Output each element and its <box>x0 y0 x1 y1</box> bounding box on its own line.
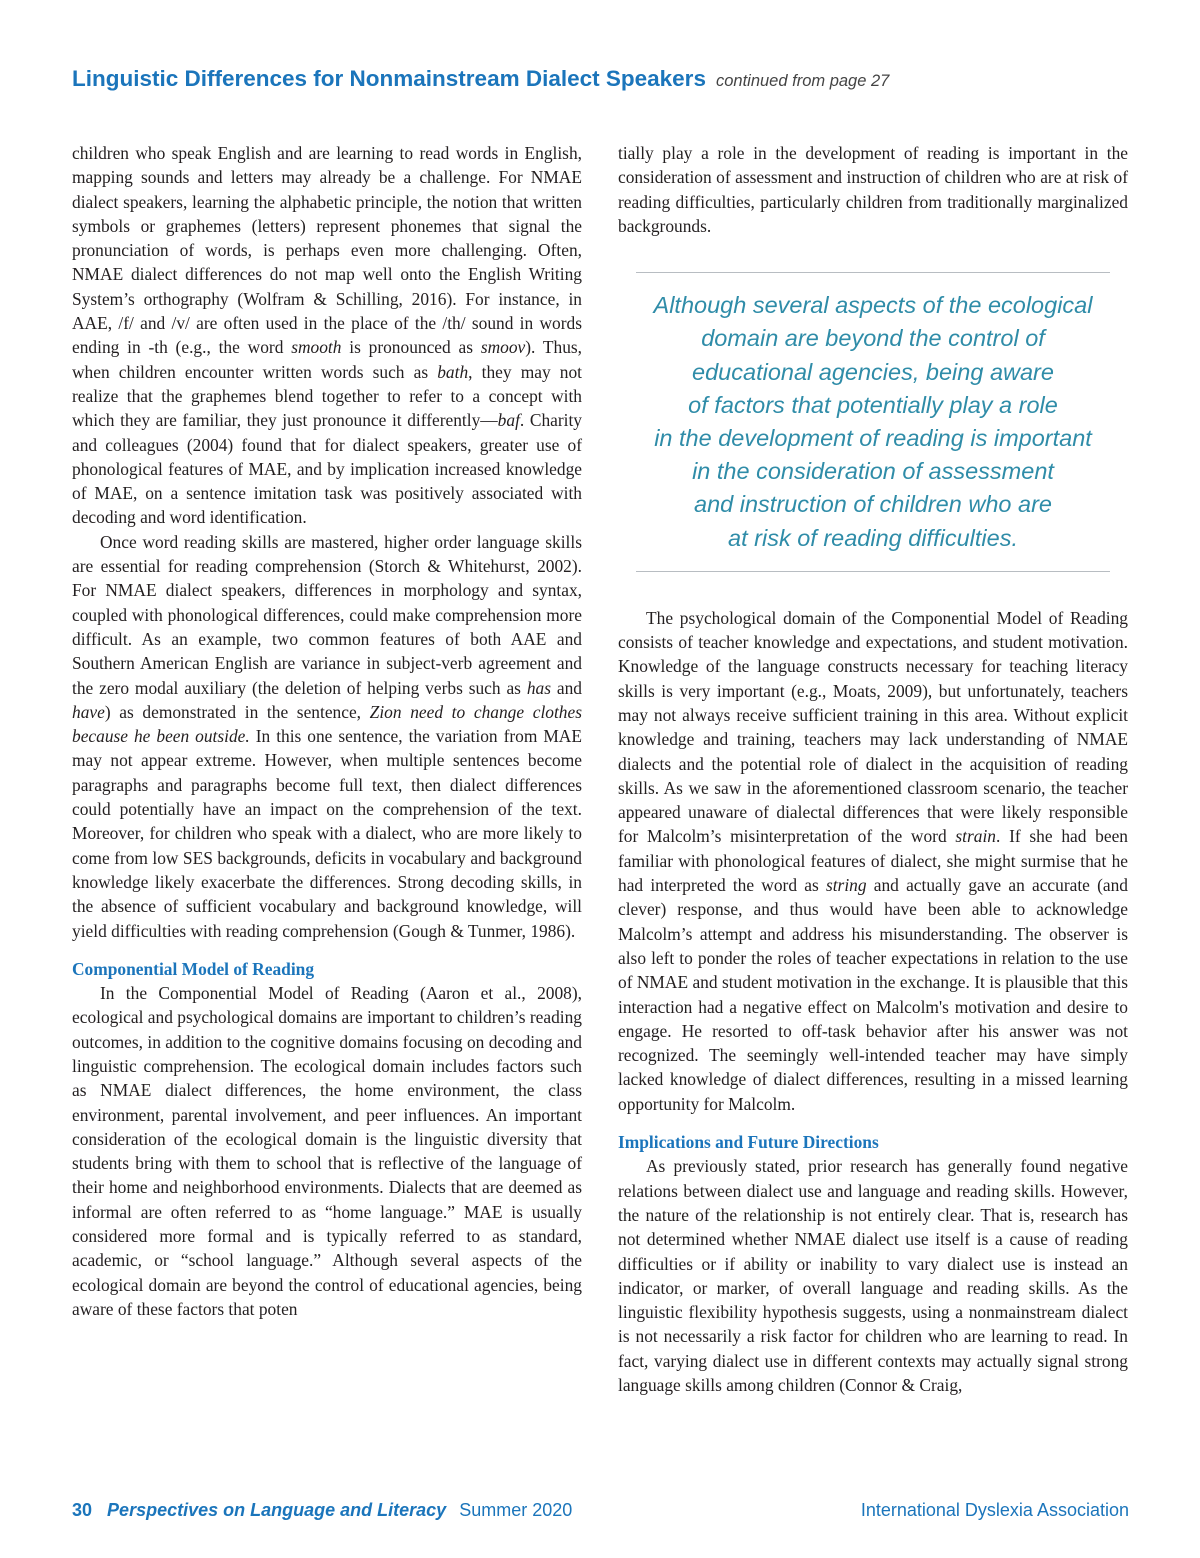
right-column <box>618 141 1128 1397</box>
section-heading-componential-model: Componential Model of Reading <box>72 958 315 979</box>
right-paragraph-2: The psychological domain of the Componential Model of Reading consists of teacher knowledge and expectations, and student motivation. Knowledge of the language constructs necessary for teaching literacy skills is very important (e.g., Moats, 2009), but unfortunately, teachers may not always receive sufficient training in this area. Without explicit knowledge and training, teachers may lack understanding of NMAE dialects and the potential role of dialect in the acquisition of reading skills. As we saw in the aforementioned classroom scenario, the teacher appeared unaware of dialectal differences that were likely responsible for Malcolm’s misinterpretation of the word strain. If she had been familiar with phonological features of dialect, she might surmise that he had interpreted the word as string and actually gave an accurate (and clever) response, and thus would have been able to acknowledge Malcolm’s attempt and address his misunderstanding. The observer is also left to ponder the roles of teacher expectations in relation to the use of NMAE and student motivation in the exchange. It is plausible that this interaction had a negative effect on Malcolm's motivation and desire to engage. He resorted to off-task behavior after his answer was not recognized. The seemingly well-intended teacher may have simply lacked knowledge of dialect differences, resulting in a missed learning opportunity for Malcolm. <box>618 607 1129 1114</box>
page-number: 30 <box>72 1500 93 1520</box>
right-paragraph-3: As previously stated, prior research has generally found negative relations between dialect use and language and reading skills. However, the nature of the relationship is not entirely clear. That is, research has not determined whether NMAE dialect use itself is a cause of reading difficulties or if ability or inability to vary dialect use is instead an indicator, or marker, of overall language and reading skills. As the linguistic flexibility hypothesis suggests, using a nonmainstream dialect is not necessarily a risk factor for children who are learning to read. In fact, varying dialect use in different contexts may actually signal strong language skills among children (Connor & Craig, <box>618 1156 1128 1396</box>
running-header <box>72 66 1132 92</box>
italic-text: smooth <box>291 337 342 358</box>
pull-quote-line: in the consideration of assessment <box>692 458 1054 485</box>
footer-left <box>72 1500 572 1521</box>
continued-note: continued from page 27 <box>715 72 890 90</box>
organization-name: International Dyslexia Association <box>860 1500 1129 1520</box>
left-paragraph-2: Once word reading skills are mastered, higher order language skills are essential for reading comprehension (Storch & Whitehurst, 2002). For NMAE dialect speakers, differences in morphology and syntax, coupled with phonological differences, could make comprehension more difficult. As an example, two common features of both AAE and Southern American English are variance in subject-verb agreement and the zero modal auxiliary (the deletion of helping verbs such as has and have) as demonstrated in the sentence, Zion need to change clothes because he been outside. In this one sentence, the variation from MAE may not appear extreme. However, when multiple sentences become paragraphs and paragraphs become full text, then dialect differences could potentially have an impact on the comprehension of the text. Moreover, for children who speak with a dialect, who are more likely to come from low SES backgrounds, deficits in vocabulary and background knowledge likely exacerbate the differences. Strong decoding skills, in the absence of sufficient vocabulary and background knowledge, will yield difficulties with reading comprehension (Gough & Tunmer, 1986). <box>72 531 582 941</box>
left-paragraph-3: In the Componential Model of Reading (Aaron et al., 2008), ecological and psychological domains are important to children’s reading outcomes, in addition to the cognitive domains focusing on decoding and linguistic comprehension. The ecological domain includes factors such as NMAE dialect differences, the home environment, the class environment, parental involvement, and peer influences. An important consideration of the ecological domain is the linguistic diversity that students bring with them to school that is reflective of the language of their home and neighborhood environments. Dialects that are deemed as informal are often referred to as “home language.” MAE is usually considered more formal and is typically referred to as standard, academic, or “school language.” Although several aspects of the ecological domain are beyond the control of educational agencies, being aware of these factors that poten <box>72 983 582 1319</box>
pull-quote-line: at risk of reading difficulties. <box>728 524 1018 551</box>
pull-quote-line: Although several aspects of the ecological <box>653 292 1093 319</box>
italic-text: string <box>825 875 867 896</box>
right-paragraph-1: tially play a role in the development of reading is important in the consideration of assessment and instruction of children who are at risk of reading difficulties, particularly children from traditionally marginalized backgrounds. <box>618 143 1128 236</box>
italic-text: has <box>526 677 551 698</box>
italic-text: Zion need to change clothes because he been outside. <box>72 701 582 747</box>
journal-name: Perspectives on Language and Literacy <box>107 1500 447 1520</box>
left-column <box>72 141 582 1321</box>
pull-quote-line: in the development of reading is important <box>654 425 1092 451</box>
italic-text: bath <box>437 361 469 382</box>
page-footer <box>72 1500 1129 1524</box>
italic-text: baf <box>497 410 520 431</box>
italic-text: strain <box>955 826 996 847</box>
pull-quote-line: and instruction of children who are <box>694 491 1052 518</box>
italic-text: smoov <box>480 337 526 358</box>
journal-issue: Summer 2020 <box>459 1500 573 1520</box>
section-heading-implications: Implications and Future Directions <box>618 1132 879 1153</box>
pull-quote-line: domain are beyond the control of <box>701 325 1045 352</box>
pull-quote-line: of factors that potentially play a role <box>688 391 1058 418</box>
left-paragraph-1: children who speak English and are learning to read words in English, mapping sounds and letters may already be a challenge. For NMAE dialect speakers, learning the alphabetic principle, the notion that written symbols or graphemes (letters) represent phonemes that signal the pronunciation of words, is perhaps even more challenging. Often, NMAE dialect differences do not map well onto the English Writing System’s orthography (Wolfram & Schilling, 2016). For instance, in AAE, /f/ and /v/ are often used in the place of the /th/ sound in words ending in -th (e.g., the word smooth is pronounced as smoov). Thus, when children encounter written words such as bath, they may not realize that the graphemes blend together to refer to a concept with which they are familiar, they just pronounce it differently—baf. Charity and colleagues (2004) found that for dialect speakers, greater use of phonological features of MAE, and by implication increased knowledge of MAE, on a sentence imitation task was positively associated with decoding and word identification. <box>72 143 583 528</box>
article-title: Linguistic Differences for Nonmainstream Dialect Speakers <box>72 66 706 91</box>
italic-text: have <box>72 701 105 722</box>
pull-quote-line: educational agencies, being aware <box>692 358 1054 385</box>
pull-quote <box>636 272 1110 572</box>
